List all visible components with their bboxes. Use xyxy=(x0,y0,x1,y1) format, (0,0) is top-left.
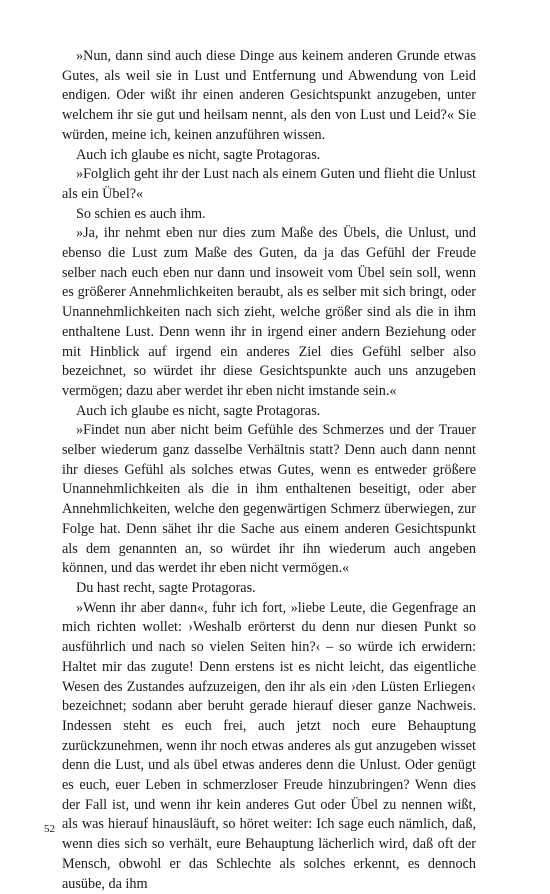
paragraph: »Findet nun aber nicht beim Gefühle des Schmerzes und der Trauer selber wiederum ganz dasselbe Verhältnis statt? Denn auch dann nennt ihr dieses Gefühl als solches etwas Gutes, wenn es entweder größere Unannehmlichkeiten als die in ihm enthaltenen beseitigt, oder aber Annehmlichkeiten, welche den gegenwärtigen Schmerz überwiegen, zur Folge hat. Denn sähet ihr die Sache aus einem anderen Gesichtspunkt als dem genannten an, so würdet ihr ihn wiederum auch angeben können, und das werdet ihr eben nicht vermögen.« xyxy=(62,422,476,577)
paragraph: »Ja, ihr nehmt eben nur dies zum Maße des Übels, die Unlust, und ebenso die Lust zum Maße des Guten, da ja das Gefühl der Freude selber nach euch eben nur dann und insoweit vom Übel sein soll, wenn es größerer Annehmlichkeiten beraubt, als es selber mit sich bringt, oder Unannehmlichkeiten nach sich zieht, welche größer sind als die in ihm enthaltene Lust. Denn wenn ihr in irgend einer andern Beziehung oder mit Hinblick auf irgend ein anderes Ziel dies Gefühl selber also bezeichnet, so würdet ihr diese Gesichtspunkte auch uns anzugeben vermögen; dazu aber werdet ihr eben nicht imstande sein.« xyxy=(62,225,476,399)
body-text xyxy=(62,47,476,894)
paragraph: »Wenn ihr aber dann«, fuhr ich fort, »liebe Leute, die Gegenfrage an mich richten wollet: ›Weshalb erörterst du denn nur diesen Punkt so ausführlich und nach so vielen Seiten hin?‹ – so würde ich erwidern: Haltet mir das zugute! Denn erstens ist es nicht leicht, das eigentliche Wesen des Zustandes aufzuzeigen, den ihr als ein ›den Lüsten Erliegen‹ bezeichnet; sodann aber beruht gerade hierauf dieser ganze Nachweis. Indessen steht es euch frei, auch jetzt noch eure Behauptung zurückzunehmen, wenn ihr noch etwas anderes als gut anzugeben wisset denn die Lust, und als übel etwas anderes denn die Unlust. Oder genügt es euch, euer Leben in schmerzloser Freude hinzubringen? Wenn dies der Fall ist, und wenn ihr kein anderes Gut oder Übel zu nennen wißt, als was hierauf hinausläuft, so höret weiter: Ich sage euch nämlich, daß, wenn dies sich so verhält, eure Behauptung lächerlich wird, daß oft der Mensch, obwohl er das Schlechte als solches erkennt, es dennoch ausübe, da ihm xyxy=(62,599,476,892)
paragraph: »Folglich geht ihr der Lust nach als einem Guten und flieht die Unlust als ein Übel?« xyxy=(62,166,476,202)
paragraph: Auch ich glaube es nicht, sagte Protagoras. xyxy=(76,402,321,419)
paragraph: Du hast recht, sagte Protagoras. xyxy=(76,579,256,596)
paragraph: »Nun, dann sind auch diese Dinge aus keinem anderen Grunde etwas Gutes, als weil sie in Lust und Entfernung und Abwendung von Leid endigen. Oder wißt ihr einen anderen Gesichtspunkt anzugeben, unter welchem ihr sie gut und heilsam nennt, als den von Lust und Leid?« Sie würden, meine ich, keinen anzuführen wissen. xyxy=(62,48,476,143)
paragraph: So schien es auch ihm. xyxy=(76,205,206,222)
paragraph: Auch ich glaube es nicht, sagte Protagoras. xyxy=(76,146,321,163)
page-number: 52 xyxy=(44,823,55,835)
